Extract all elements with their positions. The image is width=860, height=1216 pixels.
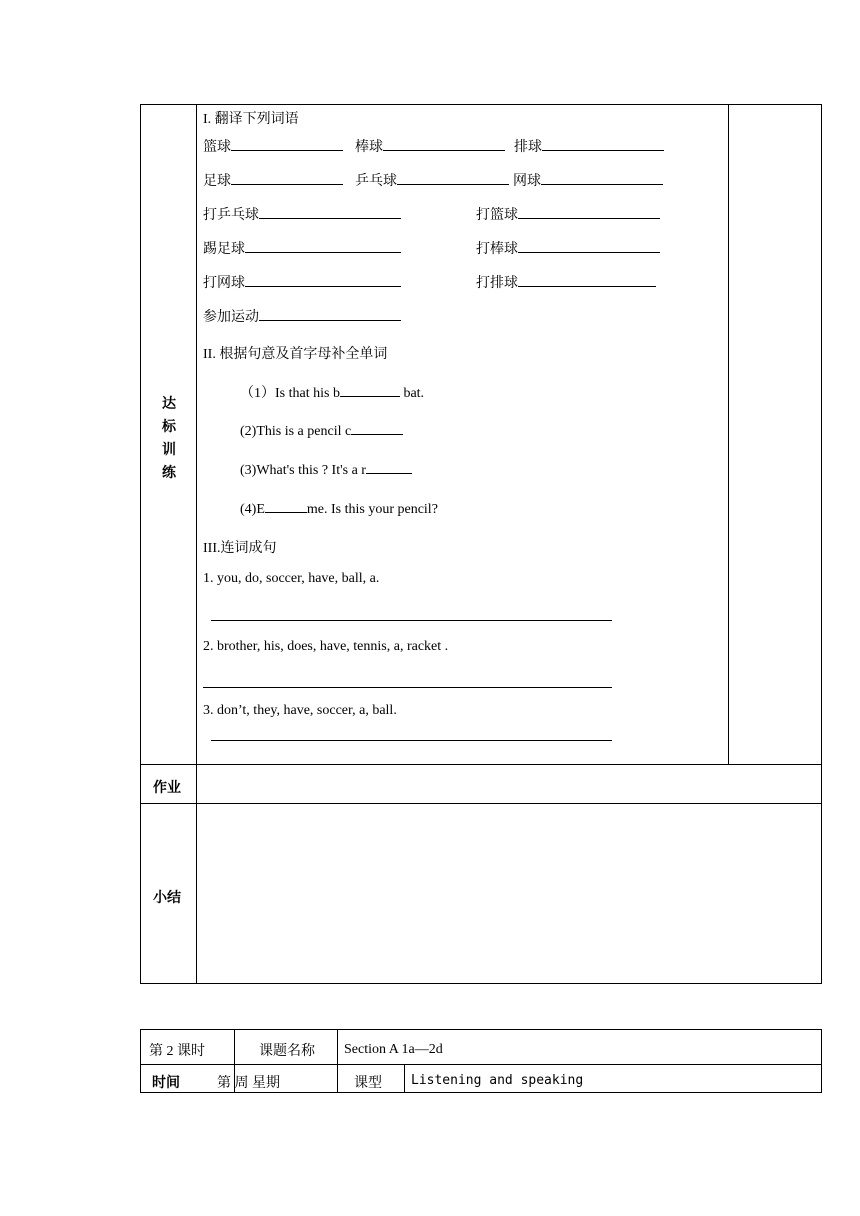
lesson-number: 第 2 课时 — [149, 1044, 205, 1059]
fill-item-4: (4)E me. Is this your pencil? — [240, 502, 438, 517]
column-divider-right — [728, 105, 729, 765]
sentence-item-1: 1. you, do, soccer, have, ball, a. — [203, 571, 380, 586]
word-item: 打网球 — [203, 272, 401, 292]
type-value: Listening and speaking — [411, 1073, 584, 1088]
row-divider-homework — [141, 764, 821, 765]
sentence-item-3: 3. don’t, they, have, soccer, a, ball. — [203, 703, 397, 718]
word-item: 足球 — [203, 170, 343, 190]
answer-line — [211, 620, 612, 621]
word-item: 打排球 — [476, 272, 656, 292]
answer-line — [211, 740, 612, 741]
word-item: 网球 — [513, 170, 663, 190]
col-divider — [337, 1030, 338, 1092]
word-item: 打篮球 — [476, 204, 660, 224]
week-day: 第 周 星期 — [217, 1076, 280, 1091]
homework-label: 作业 — [153, 780, 181, 796]
topic-label: 课题名称 — [259, 1044, 315, 1059]
topic-value: Section A 1a—2d — [344, 1042, 443, 1057]
word-item: 篮球 — [203, 136, 343, 156]
col-divider — [404, 1064, 405, 1092]
label-char: 训 — [162, 442, 176, 458]
label-char: 标 — [162, 419, 176, 435]
fill-item-3: (3)What's this ? It's a r — [240, 461, 412, 479]
word-item: 参加运动 — [203, 306, 401, 326]
section2-heading: II. 根据句意及首字母补全单词 — [203, 347, 388, 362]
time-label: 时间 — [152, 1075, 180, 1091]
practice-row-label — [141, 393, 197, 485]
section1-heading: I. 翻译下列词语 — [203, 112, 299, 127]
section3-heading: III.连词成句 — [203, 541, 277, 556]
sentence-item-2: 2. brother, his, does, have, tennis, a, racket . — [203, 639, 449, 654]
column-divider-left — [196, 105, 197, 983]
word-item: 乒乓球 — [355, 170, 509, 190]
label-char: 达 — [162, 396, 176, 412]
word-item: 棒球 — [355, 136, 505, 156]
row-divider — [141, 1064, 821, 1065]
type-label: 课型 — [354, 1076, 382, 1091]
word-item: 打乒乓球 — [203, 204, 401, 224]
word-item: 排球 — [514, 136, 664, 156]
row-divider-summary — [141, 803, 821, 804]
summary-label: 小结 — [153, 890, 181, 906]
fill-item-1: （1）Is that his b bat. — [240, 386, 425, 401]
fill-item-2: (2)This is a pencil c — [240, 422, 403, 440]
label-char: 练 — [162, 465, 176, 481]
word-item: 打棒球 — [476, 238, 660, 258]
answer-line — [203, 687, 612, 688]
lesson-info-table — [140, 1029, 822, 1093]
word-item: 踢足球 — [203, 238, 401, 258]
